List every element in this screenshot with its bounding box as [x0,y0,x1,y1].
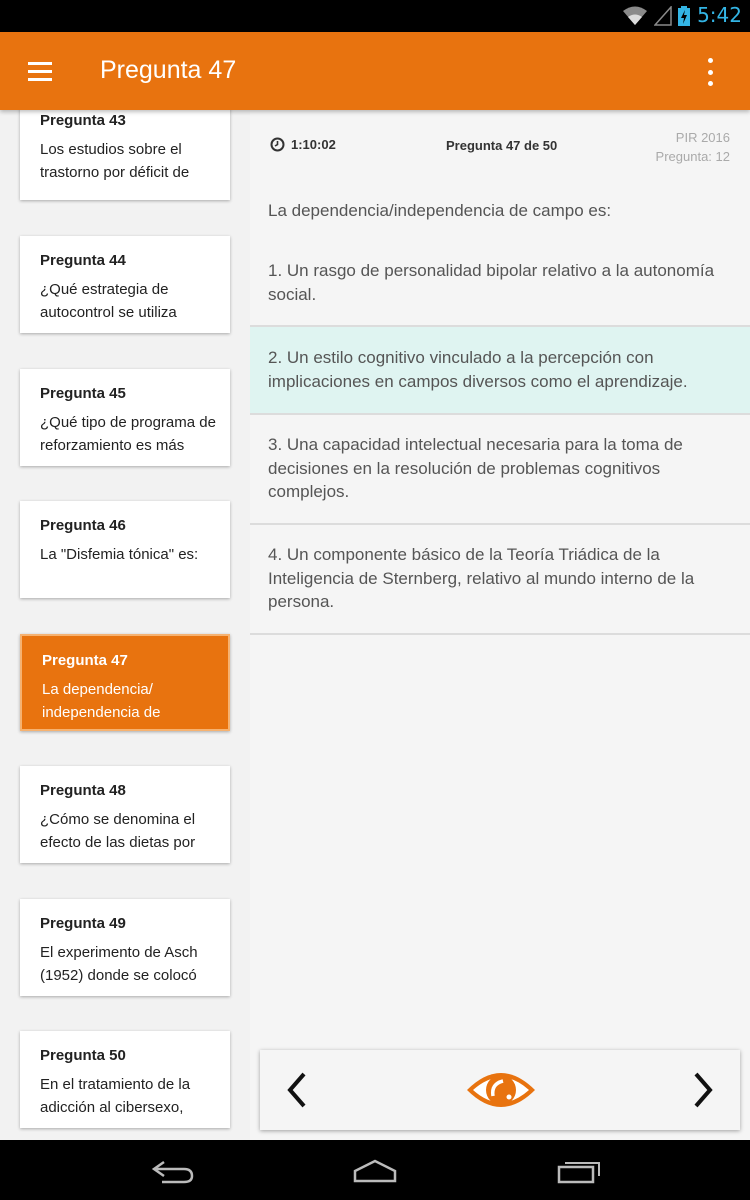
status-time: 5:42 [697,3,742,27]
chevron-right-icon [696,1074,710,1106]
question-card-49[interactable] [20,899,230,996]
question-card-text: En el tratamiento de la adicción al cibersexo, [40,1076,191,1116]
question-card-title: Pregunta 50 [40,1047,126,1064]
question-card-text: El experimento de Asch (1952) donde se colocó [40,944,198,984]
next-question-button[interactable] [688,1070,718,1110]
question-navigation [260,1050,740,1130]
question-card-title: Pregunta 47 [42,652,128,669]
question-card-50[interactable] [20,1031,230,1128]
question-card-text: La "Disfemia tónica" es: [40,546,199,563]
question-card-text: La dependencia/ independencia de [42,681,161,721]
recent-apps-icon[interactable] [556,1158,602,1184]
question-card-title: Pregunta 45 [40,385,126,402]
wifi-icon [622,6,648,26]
question-statement: La dependencia/independencia de campo es: [268,201,612,220]
menu-button[interactable] [28,55,62,87]
answer-option-1[interactable]: 1. Un rasgo de personalidad bipolar relativo a la autonomía social. [250,247,750,327]
show-answer-button[interactable] [465,1066,537,1114]
question-meta [250,110,750,180]
answer-option-3[interactable]: 3. Una capacidad intelectual necesaria para la toma de decisiones en la resolución de problemas cognitivos complejos. [250,415,750,525]
clock-icon [270,137,285,152]
overflow-icon [708,58,713,63]
question-card-46[interactable] [20,501,230,598]
status-icons [622,5,690,27]
question-card-title: Pregunta 43 [40,112,126,129]
answer-option-2-selected[interactable]: 2. Un estilo cognitivo vinculado a la percepción con implicaciones en campos diversos como el aprendizaje. [250,327,750,415]
home-icon[interactable] [352,1158,398,1184]
system-navigation-bar [0,1140,750,1200]
question-list[interactable] [0,110,250,1140]
question-card-title: Pregunta 46 [40,517,126,534]
question-counter: Pregunta 47 de 50 [446,138,558,153]
question-card-text: ¿Cómo se denomina el efecto de las dietas por [40,811,196,851]
question-card-47-active[interactable] [20,634,230,731]
question-panel [250,110,750,1140]
app-bar [0,32,750,110]
back-icon[interactable] [150,1158,196,1184]
answer-option-4[interactable]: 4. Un componente básico de la Teoría Triádica de la Inteligencia de Sternberg, relativo al mundo interno de la persona. [250,525,750,635]
status-bar [0,0,750,32]
chevron-left-icon [290,1074,304,1106]
signal-icon [654,6,672,26]
source-exam: PIR 2016 [675,130,730,145]
question-card-45[interactable] [20,369,230,466]
question-card-48[interactable] [20,766,230,863]
question-card-text: Los estudios sobre el trastorno por déficit de [40,141,190,181]
question-card-43[interactable] [20,110,230,200]
question-card-title: Pregunta 44 [40,252,126,269]
question-card-text: ¿Qué estrategia de autocontrol se utiliza [40,281,177,321]
eye-icon [467,1073,535,1107]
overflow-menu-button[interactable] [700,58,720,86]
previous-question-button[interactable] [282,1070,312,1110]
question-card-44[interactable] [20,236,230,333]
question-card-text: ¿Qué tipo de programa de reforzamiento es más [40,414,216,454]
question-source [656,128,730,166]
question-card-title: Pregunta 48 [40,782,126,799]
timer [270,137,336,152]
timer-value: 1:10:02 [291,137,336,152]
battery-icon [678,6,690,26]
page-title: Pregunta 47 [100,56,237,84]
source-question-number: Pregunta: 12 [655,149,730,164]
menu-icon [28,62,52,65]
question-card-title: Pregunta 49 [40,915,126,932]
